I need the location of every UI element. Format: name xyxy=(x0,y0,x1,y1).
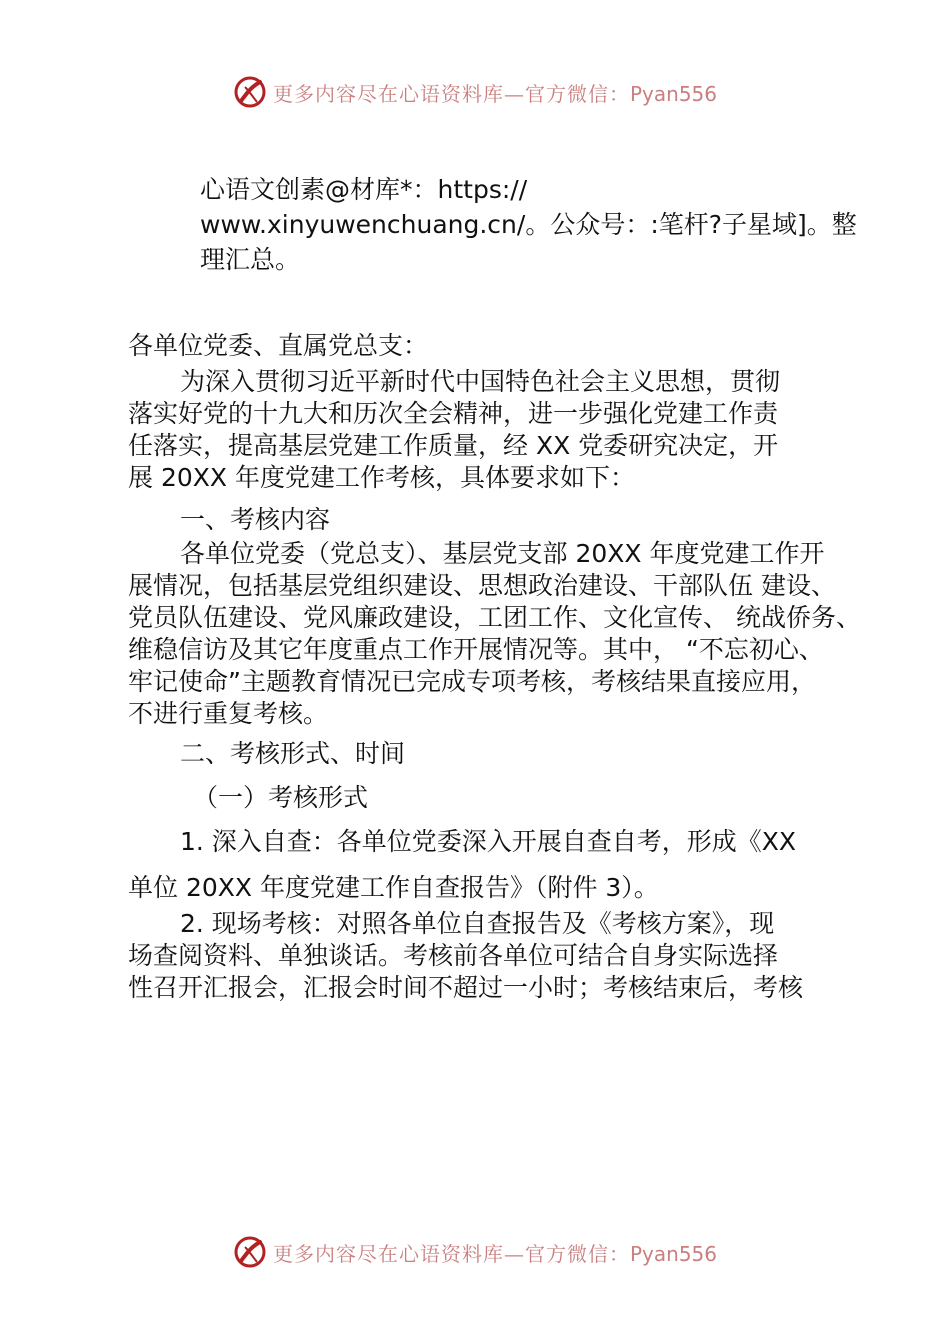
body-line: 党员队伍建设、党风廉政建设，工团工作、文化宣传、 统战侨务、 xyxy=(128,603,861,632)
footer-watermark xyxy=(0,1232,950,1272)
body-line: 任落实，提高基层党建工作质量，经 XX 党委研究决定，开 xyxy=(128,431,779,460)
brush-logo-icon xyxy=(233,1235,267,1269)
body-line: 展情况，包括基层党组织建设、思想政治建设、干部队伍 建设、 xyxy=(128,571,836,600)
source-note: 心语文创素@材库*：https:// www.xinyuwenchuang.cn/。公众号：:笔杆?子星域]。整理汇总。 xyxy=(200,175,857,274)
brush-logo-icon xyxy=(233,75,267,109)
watermark-text: 更多内容尽在心语资料库—官方微信：Pyan556 xyxy=(272,81,717,106)
header-watermark xyxy=(0,72,950,112)
body-line: 单位 20XX 年度党建工作自查报告》（附件 3）。 xyxy=(128,873,659,902)
body-line: 场查阅资料、单独谈话。考核前各单位可结合自身实际选择 xyxy=(128,941,779,970)
body-line: 性召开汇报会，汇报会时间不超过一小时；考核结束后，考核 xyxy=(128,973,804,1002)
salutation: 各单位党委、直属党总支： xyxy=(128,331,429,360)
body-line: 不进行重复考核。 xyxy=(128,699,329,728)
body-line: 落实好党的十九大和历次全会精神，进一步强化党建工作责 xyxy=(128,399,779,428)
body-line: 维稳信访及其它年度重点工作开展情况等。其中， “不忘初心、 xyxy=(128,635,824,664)
section-heading-1: 一、考核内容 xyxy=(180,505,331,534)
body-line: 为深入贯彻习近平新时代中国特色社会主义思想，贯彻 xyxy=(180,367,781,396)
section-heading-2: 二、考核形式、时间 xyxy=(180,739,406,768)
watermark-wechat: Pyan556 xyxy=(629,1241,717,1266)
body-line: 各单位党委（党总支）、基层党支部 20XX 年度党建工作开 xyxy=(180,539,825,568)
subsection-heading: （一）考核形式 xyxy=(193,783,369,812)
body-line: 展 20XX 年度党建工作考核，具体要求如下： xyxy=(128,463,635,492)
watermark-wechat: Pyan556 xyxy=(629,81,717,106)
watermark-text: 更多内容尽在心语资料库—官方微信：Pyan556 xyxy=(272,1241,717,1266)
body-line: 2. 现场考核：对照各单位自查报告及《考核方案》，现 xyxy=(180,909,775,938)
body-line: 1. 深入自查：各单位党委深入开展自查自考，形成《XX xyxy=(180,827,797,856)
body-line: 牢记使命”主题教育情况已完成专项考核，考核结果直接应用， xyxy=(128,667,816,696)
